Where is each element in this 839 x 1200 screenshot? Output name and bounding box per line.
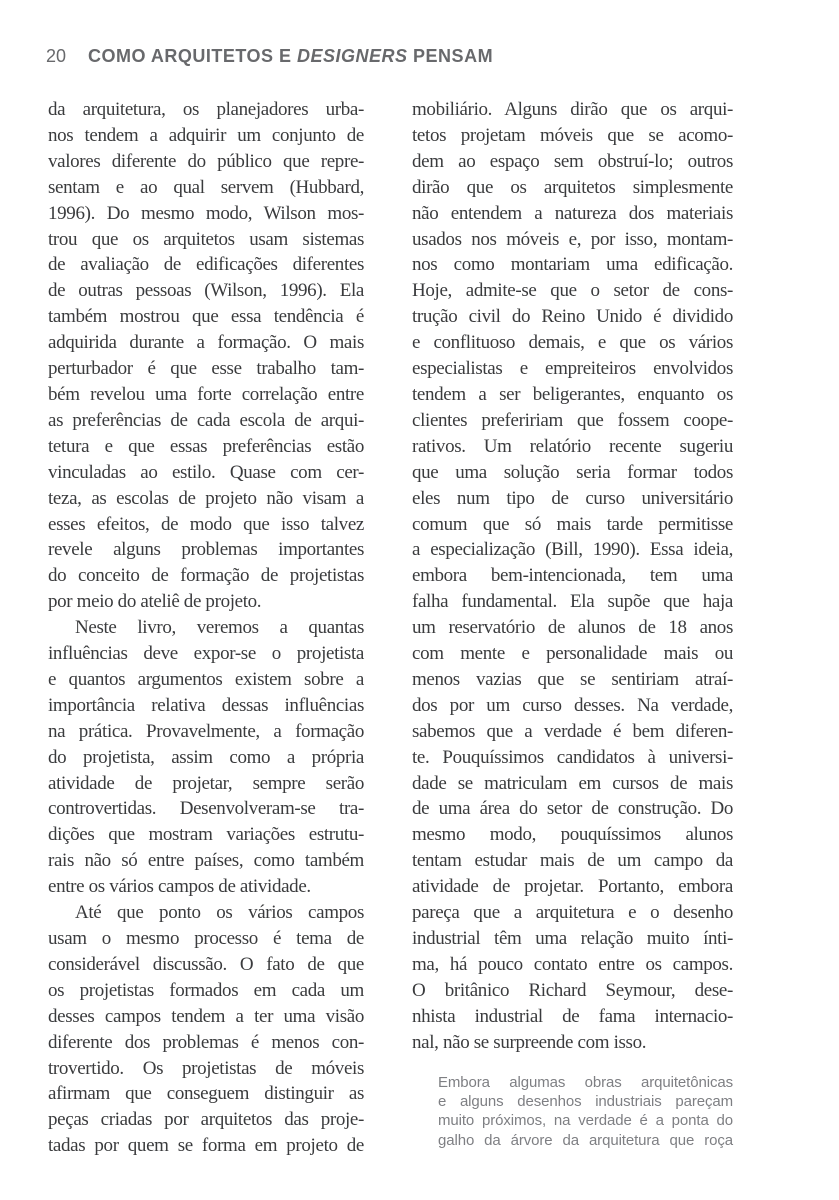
body-text-line: com mente e personalidade mais ou — [412, 643, 733, 665]
body-text-line: bém revelou uma forte correlação entre — [48, 383, 364, 405]
body-text-line: dem ao espaço sem obstruí-lo; outros — [412, 150, 733, 172]
body-text-line: tetura e que essas preferências estão — [48, 435, 364, 457]
body-text-line: usam o mesmo processo é tema de — [48, 928, 364, 949]
body-text-line: comum que só mais tarde permitisse — [412, 513, 733, 535]
body-text-line: embora bem-intencionada, tem uma — [412, 565, 733, 587]
body-text-line: revele alguns problemas importantes — [48, 539, 364, 561]
body-text-line: sabemos que a verdade é bem diferen- — [412, 720, 733, 742]
body-text-line: clientes prefeririam que fossem coope- — [412, 409, 733, 431]
body-text-line: influências deve expor-se o projetista — [48, 643, 364, 665]
body-text-line: peças criadas por arquitetos das proje- — [48, 1109, 364, 1131]
body-text-line: não entendem a natureza dos materiais — [412, 202, 733, 224]
body-text-line: trovertido. Os projetistas de móveis — [48, 1057, 364, 1079]
body-text-line: rativos. Um relatório recente sugeriu — [412, 435, 733, 457]
body-text-line: um reservatório de alunos de 18 anos — [412, 617, 733, 639]
caption-text-line: Embora algumas obras arquitetônicas — [438, 1073, 733, 1091]
body-text-line: controvertidas. Desenvolveram-se tra- — [48, 798, 364, 820]
figure-caption — [438, 1073, 733, 1151]
body-text-line: mesmo modo, pouquíssimos alunos — [412, 824, 733, 846]
body-text-line: do projetista, assim como a própria — [48, 746, 364, 768]
body-text-line: e quantos argumentos existem sobre a — [48, 668, 364, 690]
body-text-line: especialistas e empreiteiros envolvidos — [412, 358, 733, 380]
body-text-line: mobiliário. Alguns dirão que os arqui- — [412, 99, 733, 120]
body-text-line: ma, há pouco contato entre os campos. — [412, 953, 733, 975]
body-text-line: adquirida durante a formação. O mais — [48, 332, 364, 354]
body-text-line: tetos projetam móveis que se acomo- — [412, 124, 733, 146]
body-text-line: industrial têm uma relação muito ínti- — [412, 928, 733, 949]
body-text-line: afirmam que conseguem distinguir as — [48, 1083, 364, 1105]
body-text-line: nos tendem a adquirir um conjunto de — [48, 124, 364, 146]
body-text-line: pareça que a arquitetura e o desenho — [412, 902, 733, 924]
body-text-line: tentam estudar mais de um campo da — [412, 850, 733, 872]
body-text-line: nhista industrial de fama internacio- — [412, 1005, 733, 1027]
body-text-line: Hoje, admite-se que o setor de cons- — [412, 280, 733, 302]
body-text-line: vinculadas ao estilo. Quase com cer- — [48, 461, 364, 483]
running-title — [88, 46, 493, 67]
body-text-line: O britânico Richard Seymour, dese- — [412, 979, 733, 1001]
body-text-line: 1996). Do mesmo modo, Wilson mos- — [48, 202, 364, 224]
body-text-line: que uma solução seria formar todos — [412, 461, 733, 483]
body-text-line: menos vazias que se sentiriam atraí- — [412, 668, 733, 690]
body-text-line: do conceito de formação de projetistas — [48, 565, 364, 587]
body-text-line: trução civil do Reino Unido é dividido — [412, 306, 733, 328]
body-text-line: nal, não se surpreende com isso. — [412, 1031, 647, 1053]
body-text-line: dade se matriculam em cursos de mais — [412, 772, 733, 794]
body-text-line: valores diferente do público que repre- — [48, 150, 364, 172]
body-text-line: diferente dos problemas é menos con- — [48, 1031, 364, 1053]
body-text-line: perturbador é que esse trabalho tam- — [48, 358, 364, 380]
caption-text-line: muito próximos, na verdade é a ponta do — [438, 1112, 733, 1130]
caption-text-line: galho da árvore da arquitetura que roça — [438, 1131, 733, 1149]
page-header — [46, 46, 799, 67]
body-text-line: entre os vários campos de atividade. — [48, 876, 311, 898]
body-text-line: tadas por quem se forma em projeto de — [48, 1135, 364, 1157]
body-text-line: a especialização (Bill, 1990). Essa ideia, — [412, 539, 733, 561]
body-text-line: nos como montariam uma edificação. — [412, 254, 733, 276]
body-text-line: Até que ponto os vários campos — [75, 902, 364, 924]
page-number: 20 — [46, 46, 67, 66]
body-text-line: desses campos tendem a ter uma visão — [48, 1005, 364, 1027]
body-text-line: na prática. Provavelmente, a formação — [48, 720, 364, 742]
text-column-right-body — [412, 97, 733, 1056]
body-text-line: de avaliação de edificações diferentes — [48, 254, 364, 276]
running-title-italic: DESIGNERS — [297, 46, 408, 66]
body-text-line: esses efeitos, de modo que isso talvez — [48, 513, 364, 535]
body-text-line: dições que mostram variações estrutu- — [48, 824, 364, 846]
body-text-line: rais não só entre países, como também — [48, 850, 364, 872]
body-text-line: também mostrou que essa tendência é — [48, 306, 364, 328]
body-text-line: trou que os arquitetos usam sistemas — [48, 228, 364, 250]
body-text-line: Neste livro, veremos a quantas — [75, 617, 364, 639]
body-text-line: por meio do ateliê de projeto. — [48, 591, 262, 613]
body-text-line: e conflituoso demais, e que os vários — [412, 332, 733, 354]
body-text-line: atividade de projetar, sempre serão — [48, 772, 364, 794]
body-text-line: dos por um curso desses. Na verdade, — [412, 694, 733, 716]
body-text-line: falha fundamental. Ela supõe que haja — [412, 591, 733, 613]
body-text-line: dirão que os arquitetos simplesmente — [412, 176, 733, 198]
body-text-line: atividade de projetar. Portanto, embora — [412, 876, 733, 898]
body-text-line: de outras pessoas (Wilson, 1996). Ela — [48, 280, 364, 302]
body-text-line: de uma área do setor de construção. Do — [412, 798, 733, 820]
text-column-left — [48, 97, 364, 1159]
body-text-line: te. Pouquíssimos candidatos à universi- — [412, 746, 733, 768]
caption-text-line: e alguns desenhos industriais pareçam — [438, 1092, 733, 1110]
body-text-line: tendem a ser beligerantes, enquanto os — [412, 383, 733, 405]
body-text-line: usados nos móveis e, por isso, montam- — [412, 228, 733, 250]
body-text-line: as preferências de cada escola de arqui- — [48, 409, 364, 431]
body-text-line: sentam e ao qual servem (Hubbard, — [48, 176, 364, 198]
body-text-line: eles num tipo de curso universitário — [412, 487, 733, 509]
running-title-part2: PENSAM — [407, 46, 494, 66]
body-text-line: os projetistas formados em cada um — [48, 979, 364, 1001]
body-text-line: importância relativa dessas influências — [48, 694, 364, 716]
body-text-line: da arquitetura, os planejadores urba- — [48, 99, 364, 120]
text-column-right — [412, 97, 733, 1150]
body-text-line: teza, as escolas de projeto não visam a — [48, 487, 364, 509]
running-title-part1: COMO ARQUITETOS E — [88, 46, 298, 66]
body-text-line: considerável discussão. O fato de que — [48, 953, 364, 975]
